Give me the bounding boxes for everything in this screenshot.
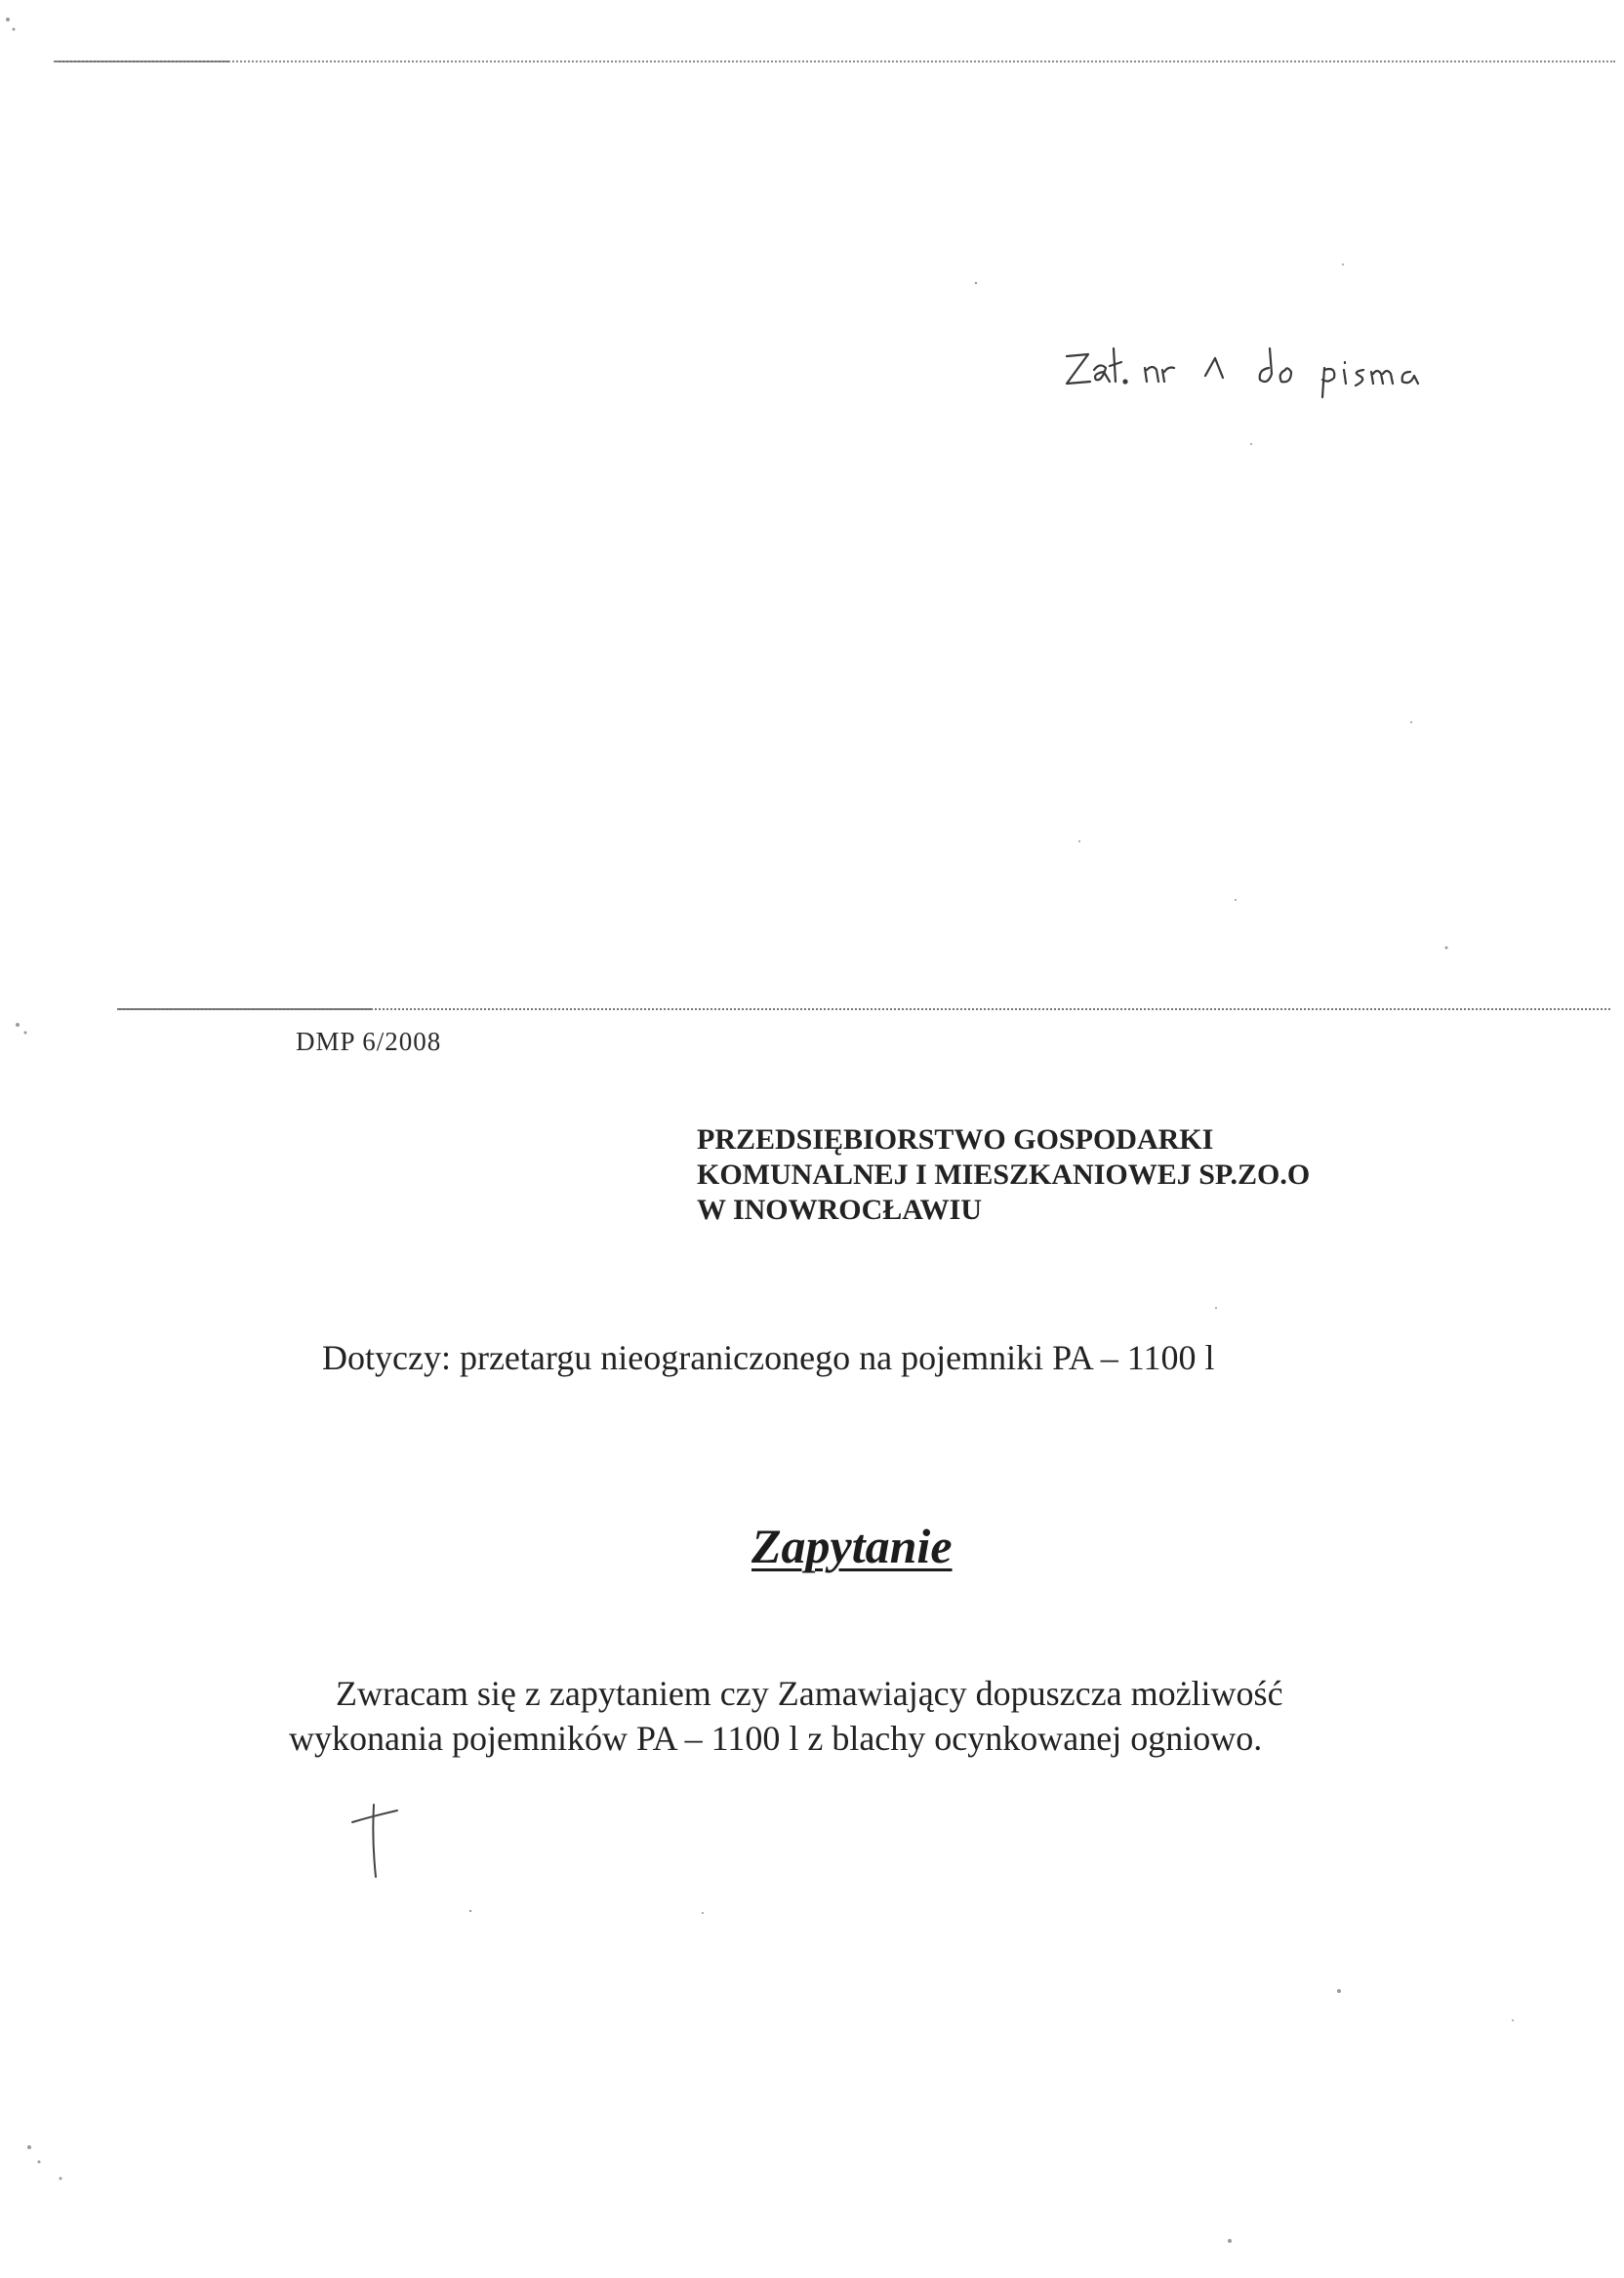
body-line-2: wykonania pojemników PA – 1100 l z blachy ocynkowanej ogniowo. — [289, 1719, 1263, 1758]
handwritten-mark — [346, 1801, 405, 1879]
addressee-line-2: KOMUNALNEJ I MIESZKANIOWEJ SP.ZO.O — [697, 1159, 1311, 1191]
handwritten-note-drawing — [1059, 327, 1469, 405]
handwritten-mark-drawing — [346, 1801, 405, 1879]
handwritten-note — [1059, 327, 1469, 405]
scan-fold-line-top — [54, 61, 1615, 62]
addressee-block — [697, 1122, 1310, 1228]
body-paragraph — [289, 1671, 1460, 1761]
addressee-line-3: W INOWROCŁAWIU — [697, 1194, 982, 1226]
body-line-1: Zwracam się z zapytaniem czy Zamawiający dopuszcza możliwość — [336, 1674, 1283, 1713]
addressee-line-1: PRZEDSIĘBIORSTWO GOSPODARKI — [697, 1123, 1214, 1156]
document-title: Zapytanie — [751, 1519, 953, 1573]
scan-fold-line-middle — [117, 1008, 1610, 1010]
subject-line: Dotyczy: przetargu nieograniczonego na pojemniki PA – 1100 l — [322, 1338, 1215, 1377]
reference-number: DMP 6/2008 — [296, 1027, 442, 1056]
